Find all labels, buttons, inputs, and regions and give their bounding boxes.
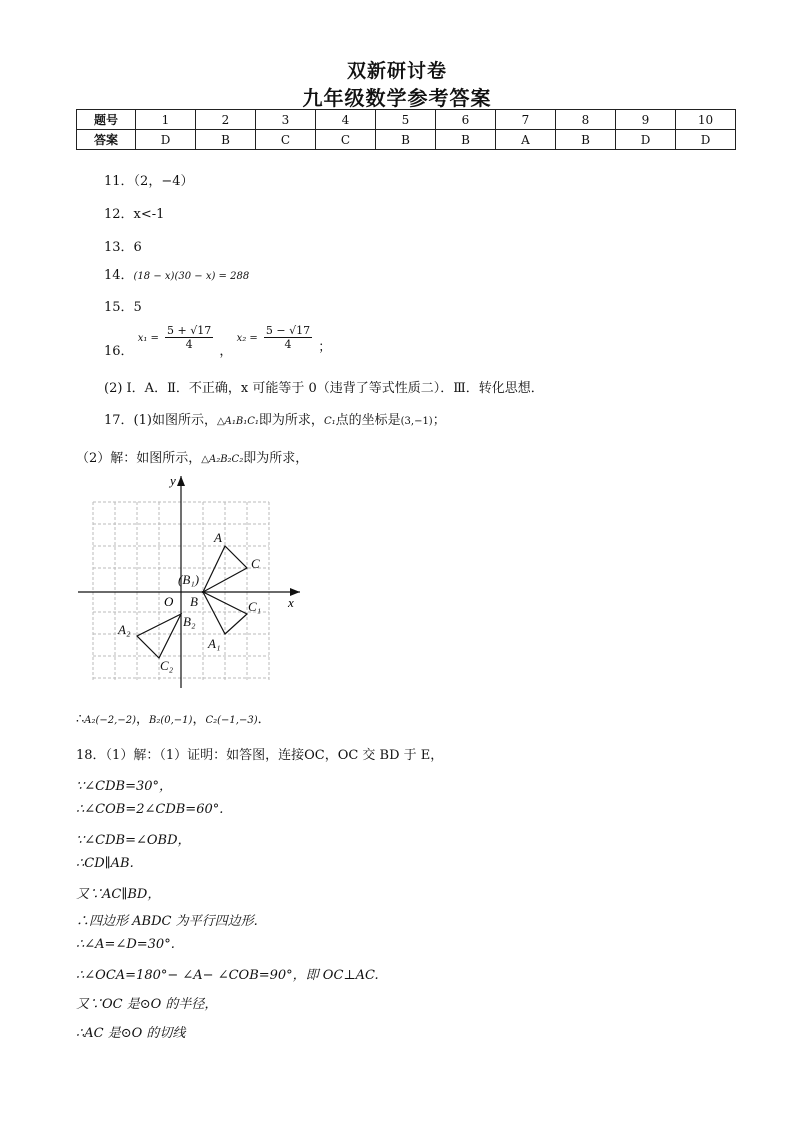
answer-q14: [104, 264, 249, 283]
table-cell: D: [616, 130, 676, 150]
answer-q15: 15．5: [104, 300, 142, 315]
therefore-symbol: ∴: [76, 712, 85, 727]
coordinate-c2: C₂(−1,−3): [205, 715, 258, 726]
point-a-label: A: [214, 530, 222, 545]
answer-q13: 13．6: [104, 240, 142, 255]
table-cell: 5: [376, 110, 436, 130]
table-cell: C: [316, 130, 376, 150]
point-b1-label: (B₁): [178, 572, 200, 587]
answer-q17-coords: [76, 708, 271, 727]
fraction-denominator: 4: [284, 338, 292, 351]
point-c-label: C: [251, 556, 260, 571]
answer-q12: 12．x<-1: [104, 207, 165, 222]
table-cell: B: [376, 130, 436, 150]
origin-label: O: [164, 594, 174, 609]
answer-q17-part1: [104, 409, 446, 428]
question-number: 16．: [104, 344, 134, 359]
proof-line: ∴∠A=∠D=30°.: [76, 937, 175, 952]
point-label: C₁: [323, 416, 336, 427]
answer-q16-part2: (2) Ⅰ．A．Ⅱ．不正确，x 可能等于 0（违背了等式性质二）．Ⅲ．转化思想．: [104, 381, 544, 396]
row-label: 题号: [77, 110, 136, 130]
proof-line: ∴CD∥AB.: [76, 856, 134, 871]
table-row: [77, 110, 736, 130]
proof-line: ∵∠CDB=30°，: [76, 779, 173, 794]
triangle-a2b2c2: [137, 614, 181, 658]
separator: ，: [192, 712, 206, 727]
table-cell: 3: [256, 110, 316, 130]
point-c1-label: C₁: [248, 599, 262, 614]
x1-lhs: x₁ =: [137, 333, 159, 344]
fraction-numerator: 5 + √17: [167, 324, 212, 337]
table-cell: 7: [496, 110, 556, 130]
answer-table: [76, 109, 736, 150]
x2-lhs: x₂ =: [236, 333, 258, 344]
coordinate: (3,−1): [400, 416, 433, 427]
point-a2-label: A₂: [118, 622, 131, 637]
table-cell: D: [136, 130, 196, 150]
text: （2）解：如图所示，: [76, 451, 202, 466]
proof-line: ∴四边形 ABDC 为平行四边形.: [76, 914, 258, 929]
text: 即为所求，: [243, 451, 309, 466]
text: 17．(1)如图所示，: [104, 413, 217, 428]
answer-q11: 11．（2，−4）: [104, 174, 194, 189]
table-cell: 4: [316, 110, 376, 130]
separator: ，: [135, 712, 149, 727]
table-cell: B: [436, 130, 496, 150]
table-cell: D: [676, 130, 736, 150]
table-cell: 6: [436, 110, 496, 130]
point-b2-label: B₂: [183, 614, 196, 629]
proof-line: ∴AC 是⊙O 的切线: [76, 1026, 186, 1041]
equation: (18 − x)(30 − x) = 288: [133, 271, 250, 282]
coordinate-a2: A₂(−2,−2): [84, 715, 136, 726]
page-title: 双新研讨卷: [346, 60, 447, 82]
proof-line: ∴∠COB=2∠CDB=60°.: [76, 802, 224, 817]
coordinate-graph: [76, 470, 316, 690]
table-cell: C: [256, 130, 316, 150]
x-axis-label: x: [288, 595, 294, 610]
line-end: ．: [257, 712, 271, 727]
text: 点的坐标是: [335, 413, 401, 428]
answer-q17-part2: [76, 447, 308, 466]
point-a1-label: A₁: [208, 636, 221, 651]
row-label: 答案: [77, 130, 136, 150]
table-cell: B: [196, 130, 256, 150]
table-cell: B: [556, 130, 616, 150]
triangle-label: △A₂B₂C₂: [201, 454, 244, 465]
proof-line: ∵∠CDB=∠OBD，: [76, 833, 191, 848]
question-number: 14．: [104, 268, 134, 283]
x1-fraction: [165, 324, 213, 351]
fraction-denominator: 4: [185, 338, 193, 351]
line-end: ；: [318, 340, 332, 355]
y-axis-label: y: [170, 473, 176, 488]
table-cell: 1: [136, 110, 196, 130]
point-b-label: B: [190, 594, 198, 609]
text: ；: [432, 413, 446, 428]
table-row: [77, 130, 736, 150]
table-cell: 9: [616, 110, 676, 130]
y-arrow-icon: [177, 476, 185, 486]
proof-line: ∴∠OCA=180°− ∠A− ∠COB=90°，即 OC⊥AC.: [76, 968, 379, 983]
separator: ，: [219, 344, 233, 359]
answer-q16: [104, 324, 331, 359]
table-cell: A: [496, 130, 556, 150]
answer-q18-title: 18．（1）解：（1）证明：如答图，连接OC，OC 交 BD 于 E，: [76, 748, 444, 763]
table-cell: 10: [676, 110, 736, 130]
table-cell: 8: [556, 110, 616, 130]
triangle-label: △A₁B₁C₁: [216, 416, 259, 427]
x2-fraction: [264, 324, 312, 351]
proof-line: 又∵OC 是⊙O 的半径，: [76, 997, 218, 1012]
fraction-numerator: 5 − √17: [265, 324, 311, 337]
coordinate-b2: B₂(0,−1): [149, 715, 193, 726]
text: 即为所求，: [258, 413, 324, 428]
point-c2-label: C₂: [160, 658, 174, 673]
table-cell: 2: [196, 110, 256, 130]
page-subtitle: 九年级数学参考答案: [302, 86, 492, 110]
proof-line: 又∵AC∥BD，: [76, 887, 161, 902]
